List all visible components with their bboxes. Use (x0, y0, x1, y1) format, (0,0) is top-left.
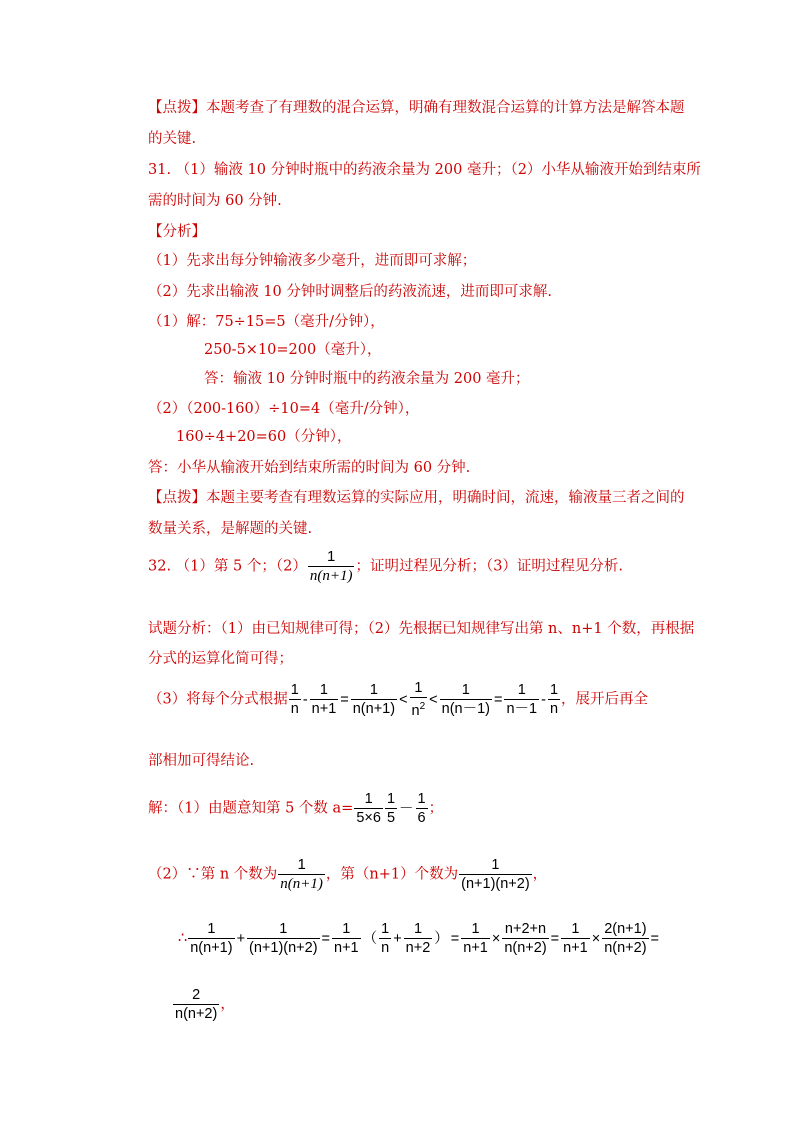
fraction-1-over-n2: $\frac{1}{n+2}$ (405, 921, 431, 956)
q31-solution-2: 250-5×10=200（毫升）， (204, 342, 382, 358)
q32-solution-2-prefix: （2）∵第 n 个数为 (148, 866, 278, 883)
q31-solution-3: 答：输液 10 分钟时瓶中的药液余量为 200 毫升； (204, 371, 530, 387)
q32-solution-4: $\frac{2}{n(n+2)}$ ， (175, 987, 235, 1022)
fraction-1-over-n-squared: $\frac{1}{n^2}$ (411, 680, 426, 719)
q31-answer-line-2: 需的时间为 60 分钟. (148, 193, 282, 209)
q31-solution-4: （2）（200-160）÷10=4（毫升/分钟）， (148, 401, 420, 417)
fraction-1-over-n1-c: $\frac{1}{n+1}$ (463, 921, 488, 956)
q31-analysis-2: （2）先求出输液 10 分钟时调整后的药液流速，进而即可求解. (148, 284, 553, 300)
fraction-1-over-n-b: $\frac{1}{n}$ (549, 682, 559, 717)
q32-hint-3-prefix: （3）将每个分式根据 (148, 691, 288, 708)
fraction-2n1-over-n-n2: $\frac{2(n+1)}{n(n+2)}$ (604, 921, 647, 956)
q32-solution-1-prefix: 解：（1）由题意知第 5 个数 a= (148, 800, 354, 817)
q31-tip-line-2: 数量关系，是解题的关键. (148, 521, 313, 537)
fraction-1-over-n1-d: $\frac{1}{n+1}$ (563, 921, 588, 956)
q31-solution-6: 答：小华从输液开始到结束所需的时间为 60 分钟. (148, 460, 471, 476)
fraction-1-over-n: $\frac{1}{n}$ (290, 682, 299, 717)
fraction-1-over-nm1: $\frac{1}{n-1}$ (506, 682, 538, 717)
fraction-1-over-n-c: $\frac{1}{n}$ (381, 921, 390, 956)
fraction-1-over-6: $\frac{1}{6}$ (417, 791, 426, 826)
fraction-2-over-n-n2: $\frac{2}{n(n+2)}$ (175, 987, 218, 1022)
fraction-1-over-n-n1: $\frac{1}{n(n+1)}$ (309, 548, 353, 584)
fraction-1-over-n1n2: $\frac{1}{(n+1)(n+2)}$ (461, 857, 530, 892)
tip-line-2: 的关键. (148, 131, 197, 147)
tip-line-1: 【点拨】本题考查了有理数的混合运算，明确有理数混合运算的计算方法是解答本题 (148, 100, 685, 116)
fraction-n2pn-over-n-n2: $\frac{n+2+n}{n(n+2)}$ (504, 921, 547, 956)
q31-solution-1: （1）解：75÷15=5（毫升/分钟）， (148, 314, 385, 330)
q32-solution-1: 解：（1）由题意知第 5 个数 a= $\frac{1}{5\times 6}$ $\frac{1}{5}$ － $\frac{1}{6}$ ； (148, 791, 444, 826)
q32-answer-line (148, 548, 623, 585)
fraction-1-over-n1n2-b: $\frac{1}{(n+1)(n+2)}$ (249, 921, 318, 956)
fraction-1-over-5: $\frac{1}{5}$ (386, 791, 396, 826)
q32-solution-3: ∴ $\frac{1}{n(n+1)}$ + $\frac{1}{(n+1)(n+2)}$ = $\frac{1}{n+1}$ （ $\frac{1}{n}$ + $\frac{1}{n+2}$ ） = $\frac{1}{n+1}$ × $\frac{n+2+n}{n(n+2)}$ = $\frac{1}{n+1}$ × $\frac{2(n+1)}{n(n+2)}$ = (178, 921, 659, 956)
fraction-1-over-n-nm1: $\frac{1}{n(n-1)}$ (441, 682, 490, 717)
q31-tip-line-1: 【点拨】本题主要考查有理数运算的实际应用，明确时间，流速，输液量三者之间的 (148, 490, 685, 506)
q31-analysis-heading: 【分析】 (148, 224, 206, 240)
fraction-1-over-5x6: $\frac{1}{5\times 6}$ (356, 791, 381, 826)
q31-answer-line-1: 31. （1）输液 10 分钟时瓶中的药液余量为 200 毫升；（2）小华从输液开始到结束所 (148, 162, 701, 178)
fraction-1-over-n-n1-c: $\frac{1}{n(n+1)}$ (190, 921, 233, 956)
q32-hint-line-2: 分式的运算化简可得； (148, 651, 293, 667)
q32-hint-line-4: 部相加可得结论. (148, 753, 255, 769)
q32-hint-line-3: （3）将每个分式根据 $\frac{1}{n}$ - $\frac{1}{n+1}$ = $\frac{1}{n(n+1)}$ < $\frac{1}{n^2}$ < $\frac{1}{n(n-1)}$ = $\frac{1}{n-1}$ - $\frac{1}{n}$ ，展开后再全 (148, 680, 649, 719)
fraction-1-over-n-n1-b: $\frac{1}{n(n+1)}$ (280, 856, 323, 892)
q32-hint-line-1: 试题分析：（1）由已知规律可得；（2）先根据已知规律写出第 n、n+1 个数，再根据 (148, 621, 695, 637)
q31-solution-5: 160÷4+20=60（分钟）， (176, 429, 352, 445)
fraction-1-over-n1: $\frac{1}{n+1}$ (311, 682, 337, 717)
q32-answer-suffix: ；证明过程见分析；（3）证明过程见分析. (355, 558, 624, 575)
q32-solution-2: （2）∵第 n 个数为 $\frac{1}{n(n+1)}$ ，第（n+1）个数为 $\frac{1}{(n+1)(n+2)}$ ， (148, 856, 548, 892)
fraction-1-over-n-n1: $\frac{1}{n(n+1)}$ (352, 682, 396, 717)
q31-analysis-1: （1）先求出每分钟输液多少毫升，进而即可求解； (148, 253, 477, 269)
q32-answer-prefix: 32. （1）第 5 个；（2） (148, 558, 307, 575)
fraction-1-over-n1-b: $\frac{1}{n+1}$ (334, 921, 359, 956)
q32-hint-3-suffix: ，展开后再全 (561, 691, 649, 708)
